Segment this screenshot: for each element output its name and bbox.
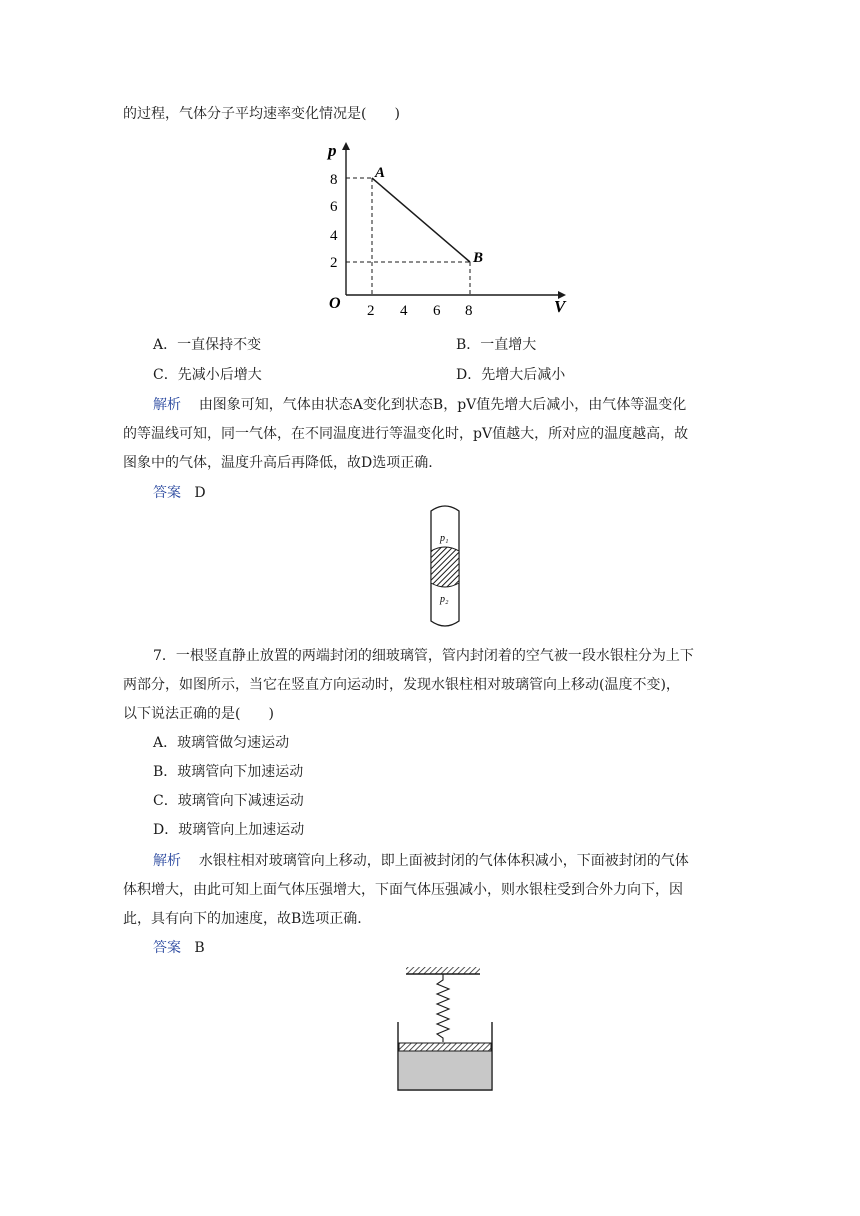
q6-analysis-line-2: 的等温线可知，同一气体，在不同温度进行等温变化时，pV值越大，所对应的温度越高，故 (123, 426, 689, 442)
y-tick: 6 (330, 199, 338, 215)
y-tick: 8 (330, 172, 338, 188)
x-tick: 6 (433, 303, 441, 319)
q7-option-b: B．玻璃管向下加速运动 (153, 764, 304, 780)
glass-tube-figure (415, 505, 475, 630)
q7-analysis-line-1 (153, 852, 689, 870)
spring-piston-figure (390, 962, 500, 1097)
y-tick: 2 (330, 255, 338, 271)
q7-analysis-line-2: 体积增大，由此可知上面气体压强增大，下面气体压强减小，则水银柱受到合外力向下，因 (123, 882, 683, 898)
x-tick: 2 (367, 303, 375, 319)
q6-option-b: B．一直增大 (456, 337, 537, 353)
y-axis-label: p (328, 141, 337, 160)
answer-label: 答案 (153, 940, 181, 956)
mercury-column (431, 547, 459, 587)
pv-graph (320, 140, 570, 320)
origin-label: O (329, 295, 341, 312)
point-A-label: A (375, 165, 386, 181)
q6-analysis-line-1 (153, 396, 686, 414)
liquid (399, 1051, 491, 1089)
analysis-text: 由图象可知，气体由状态A变化到状态B，pV值先增大后减小，由气体等温变化 (198, 397, 687, 413)
analysis-label: 解析 (153, 397, 181, 413)
q6-answer (153, 484, 206, 502)
y-axis-arrow (342, 142, 350, 150)
q7-analysis-line-3: 此，具有向下的加速度，故B选项正确. (123, 911, 362, 927)
lower-gas-label: p₂ (440, 594, 449, 605)
x-tick: 8 (465, 303, 473, 319)
q7-option-c: C．玻璃管向下减速运动 (153, 793, 304, 809)
q6-option-c: C．先减小后增大 (153, 367, 262, 383)
q7-option-d: D．玻璃管向上加速运动 (153, 822, 305, 838)
q6-stem: 的过程，气体分子平均速率变化情况是( ) (123, 106, 400, 122)
answer-label: 答案 (153, 485, 181, 501)
q7-stem-line-1: 7．一根竖直静止放置的两端封闭的细玻璃管，管内封闭着的空气被一段水银柱分为上下 (153, 648, 694, 664)
q7-answer (153, 939, 205, 957)
q7-stem-line-3: 以下说法正确的是( ) (123, 706, 274, 722)
line-AB (372, 178, 470, 262)
piston (399, 1043, 491, 1051)
x-axis-label: V (554, 297, 566, 316)
ceiling-hatch (406, 967, 480, 974)
y-tick: 4 (330, 228, 338, 244)
analysis-label: 解析 (153, 853, 181, 869)
answer-value: D (194, 485, 206, 501)
answer-value: B (194, 940, 205, 956)
q6-option-d: D．先增大后减小 (456, 367, 566, 383)
q6-option-a: A．一直保持不变 (153, 337, 262, 353)
q7-stem-line-2: 两部分，如图所示，当它在竖直方向运动时，发现水银柱相对玻璃管向上移动(温度不变)， (123, 677, 680, 693)
q7-option-a: A．玻璃管做匀速运动 (153, 735, 290, 751)
q6-analysis-line-3: 图象中的气体，温度升高后再降低，故D选项正确. (123, 455, 433, 471)
point-B-label: B (473, 250, 484, 266)
analysis-text: 水银柱相对玻璃管向上移动，即上面被封闭的气体体积减小，下面被封闭的气体 (198, 853, 689, 869)
spring (437, 974, 449, 1042)
x-tick: 4 (400, 303, 408, 319)
upper-gas-label: p₁ (440, 533, 449, 544)
